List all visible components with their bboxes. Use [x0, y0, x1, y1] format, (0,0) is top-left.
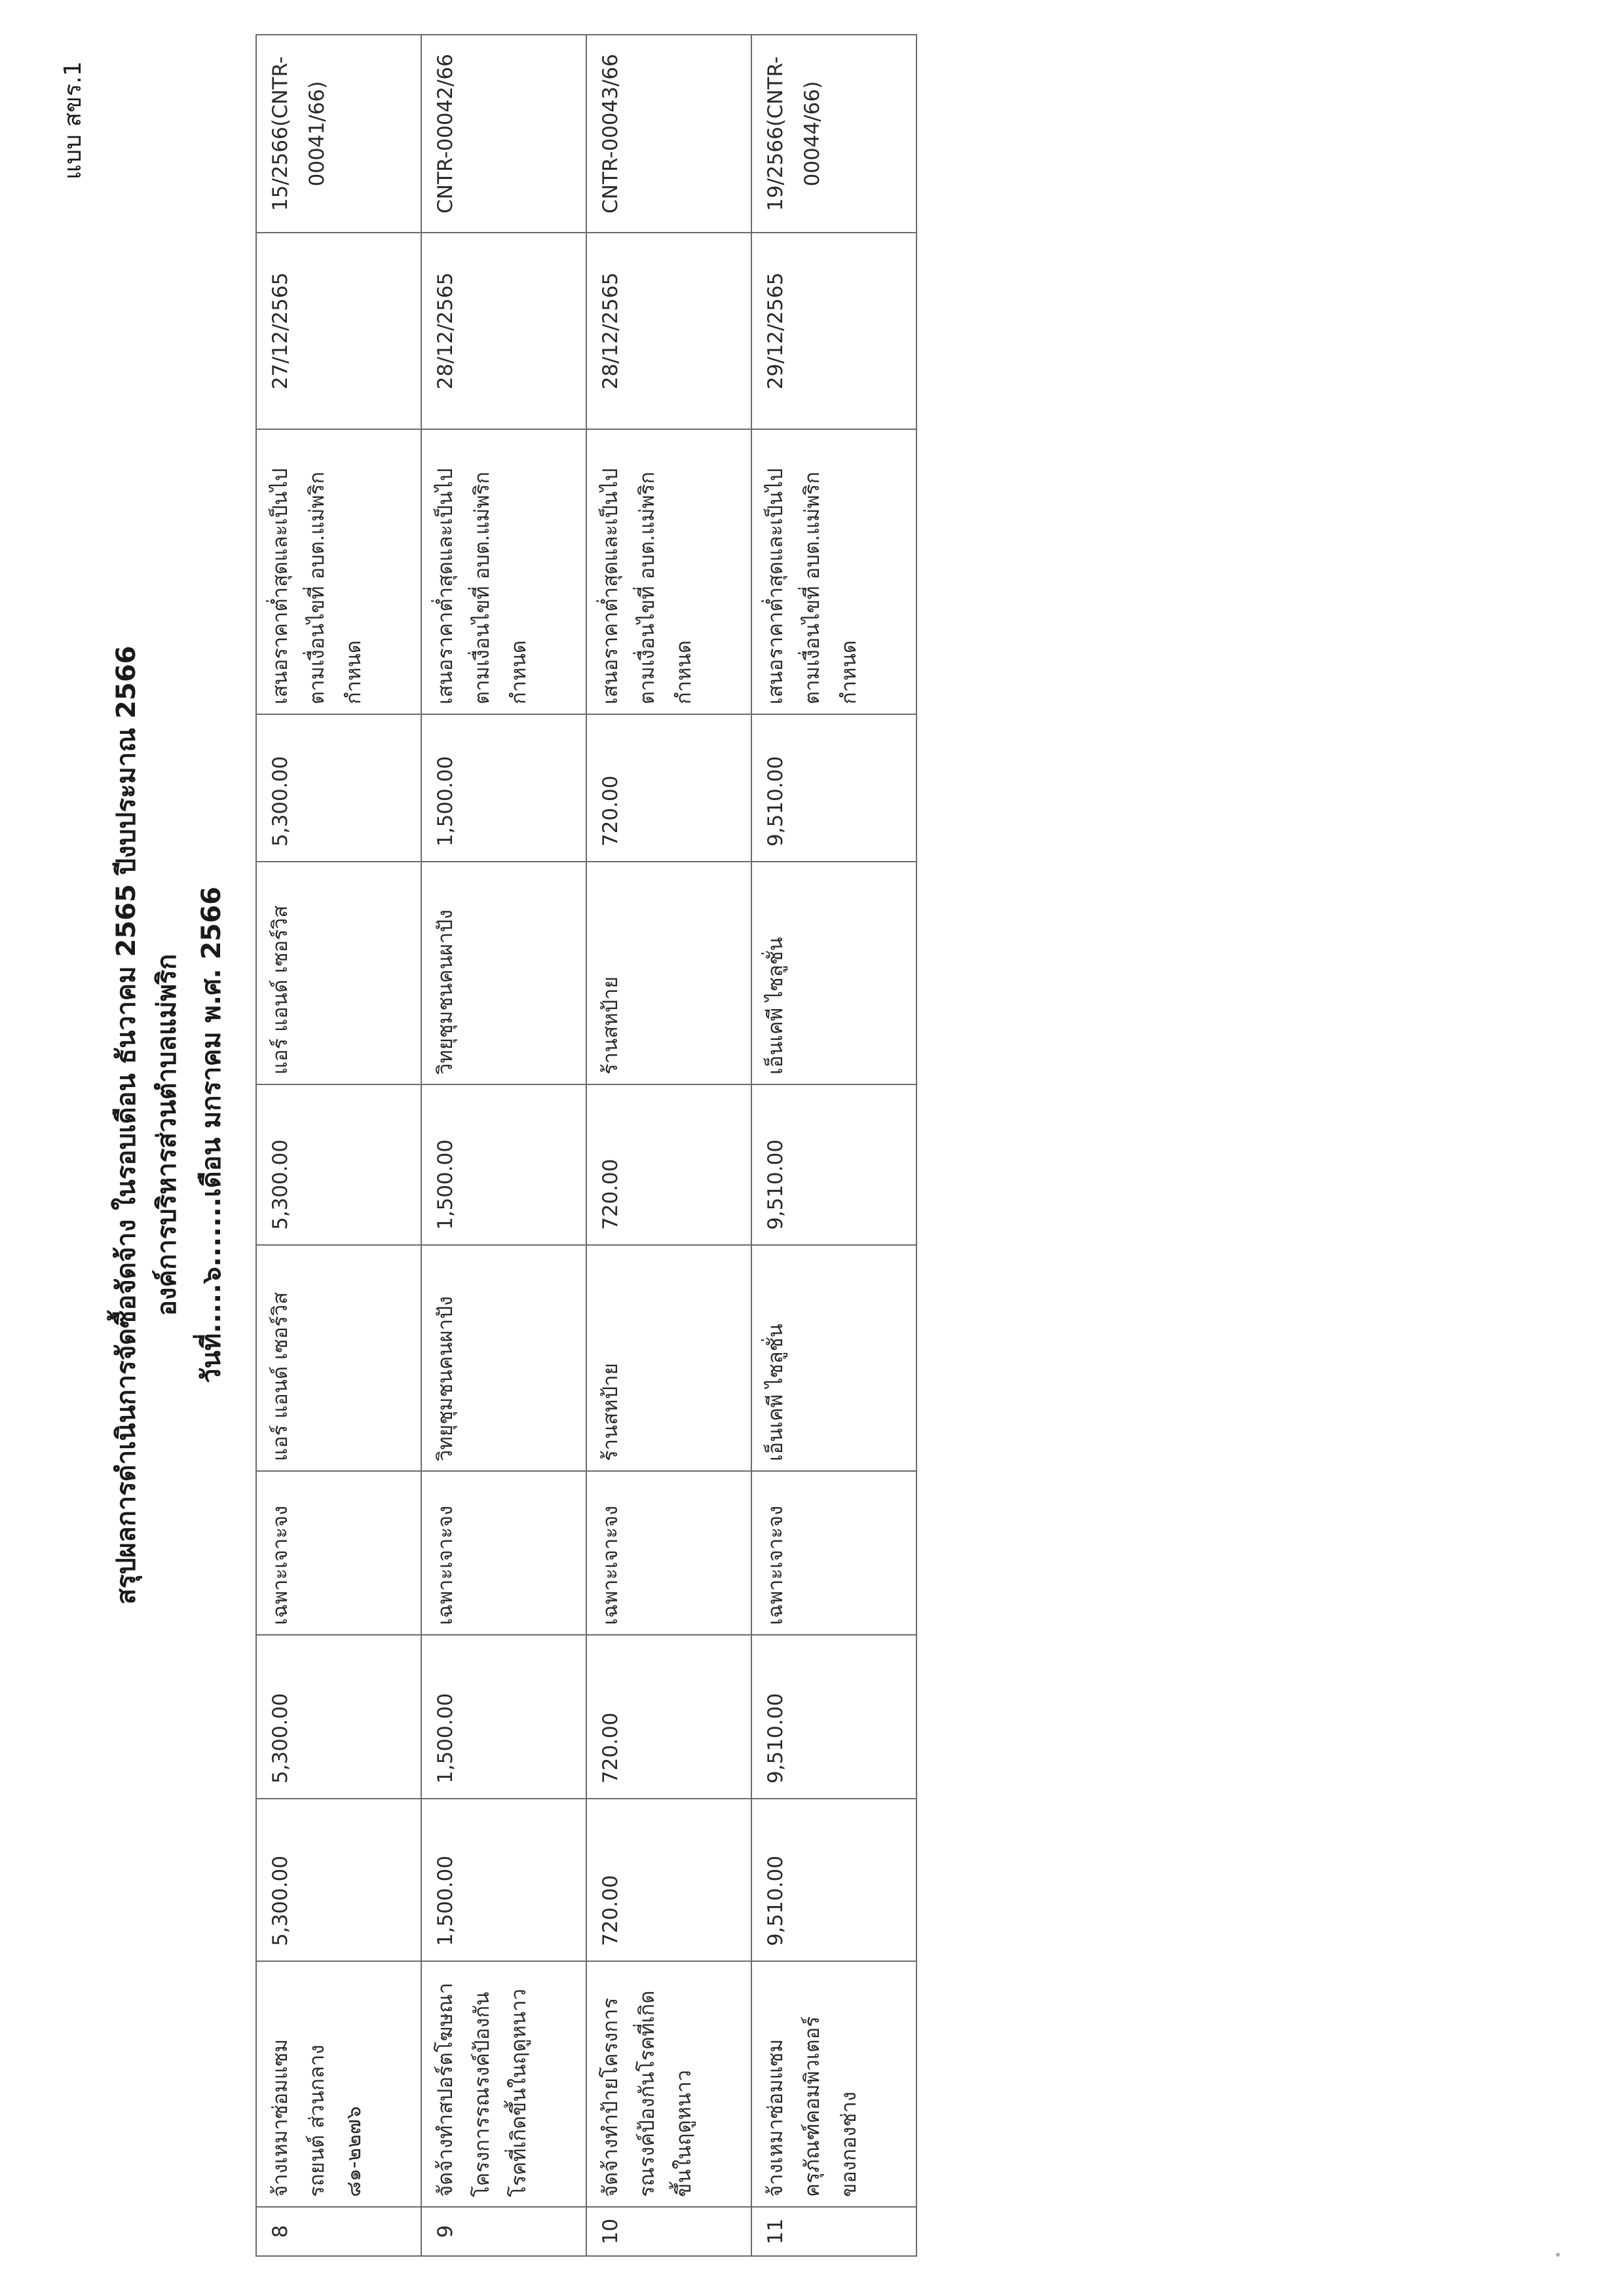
procurement-method: เฉพาะเจาะจง [751, 1471, 916, 1635]
scan-speck [1556, 2253, 1560, 2257]
bidder-name: วิทยุชุมชนคนผาปัง [421, 1245, 586, 1471]
win-price: 1,500.00 [421, 714, 586, 862]
win-price: 9,510.00 [751, 714, 916, 862]
procurement-item: จ้างเหมาซ่อมแซม รถยนต์ ส่วนกลาง ๘๑-๒๒๗๖ [256, 1961, 421, 2207]
contract-number: 19/2566(CNTR-00044/66) [751, 35, 916, 233]
bid-price: 1,500.00 [421, 1084, 586, 1245]
procurement-table [255, 34, 917, 2257]
procurement-item: จ้างเหมาซ่อมแซมครุภัณฑ์คอมพิวเตอร์ ของกองช่าง [751, 1961, 916, 2207]
report-date: วันที่.....๖.......เดือน มกราคม พ.ศ. 2566 [197, 887, 227, 1383]
procurement-item: จัดจ้างทำสปอร์ตโฆษณาโครงการรณรงค์ป้องกันโรคที่เกิดขึ้นในฤดูหนาว [421, 1961, 586, 2207]
bidder-name: ร้านสหป้าย [586, 1245, 751, 1471]
contract-number: CNTR-00043/66 [586, 35, 751, 233]
contract-date: 28/12/2565 [586, 233, 751, 429]
bid-price: 720.00 [586, 1084, 751, 1245]
table-row [421, 35, 586, 2256]
row-number: 8 [256, 2207, 421, 2256]
winner-name: วิทยุชุมชนคนผาปัง [421, 862, 586, 1084]
budget-amount: 720.00 [586, 1799, 751, 1961]
budget-amount: 5,300.00 [256, 1799, 421, 1961]
procurement-item: จัดจ้างทำป้ายโครงการรณรงค์ป้องกันโรคที่เกิดขึ้นในฤดูหนาว [586, 1961, 751, 2207]
table-row [586, 35, 751, 2256]
organization-name: องค์การบริหารส่วนตำบลแม่พริก [152, 953, 182, 1316]
row-number: 10 [586, 2207, 751, 2256]
table-row [256, 35, 421, 2256]
bidder-name: แอร์ แอนด์ เซอร์วิส [256, 1245, 421, 1471]
report-title: สรุปผลการดำเนินการจัดซื้อจัดจ้าง ในรอบเดือน ธันวาคม 2565 ปีงบประมาณ 2566 [111, 645, 142, 1605]
procurement-method: เฉพาะเจาะจง [586, 1471, 751, 1635]
contract-date: 29/12/2565 [751, 233, 916, 429]
row-number: 9 [421, 2207, 586, 2256]
win-price: 5,300.00 [256, 714, 421, 862]
bid-price: 5,300.00 [256, 1084, 421, 1245]
win-price: 720.00 [586, 714, 751, 862]
selection-reason: เสนอราคาต่ำสุดและเป็นไปตามเงื่อนไขที่ อบต.แม่พริกกำหนด [421, 429, 586, 714]
selection-reason: เสนอราคาต่ำสุดและเป็นไปตามเงื่อนไขที่ อบต.แม่พริกกำหนด [751, 429, 916, 714]
selection-reason: เสนอราคาต่ำสุดและเป็นไปตามเงื่อนไขที่ อบต.แม่พริกกำหนด [256, 429, 421, 714]
procurement-method: เฉพาะเจาะจง [256, 1471, 421, 1635]
contract-number: CNTR-00042/66 [421, 35, 586, 233]
winner-name: เอ็นเคพี ไซลูชั่น [751, 862, 916, 1084]
budget-amount: 9,510.00 [751, 1799, 916, 1961]
form-code: แบบ สขร.1 [60, 61, 86, 180]
bid-price: 9,510.00 [751, 1084, 916, 1245]
contract-number: 15/2566(CNTR-00041/66) [256, 35, 421, 233]
winner-name: ร้านสหป้าย [586, 862, 751, 1084]
median-price: 720.00 [586, 1635, 751, 1799]
table-row [751, 35, 916, 2256]
contract-date: 28/12/2565 [421, 233, 586, 429]
contract-date: 27/12/2565 [256, 233, 421, 429]
budget-amount: 1,500.00 [421, 1799, 586, 1961]
bidder-name: เอ็นเคพี ไซลูชั่น [751, 1245, 916, 1471]
winner-name: แอร์ แอนด์ เซอร์วิส [256, 862, 421, 1084]
median-price: 5,300.00 [256, 1635, 421, 1799]
median-price: 9,510.00 [751, 1635, 916, 1799]
row-number: 11 [751, 2207, 916, 2256]
procurement-method: เฉพาะเจาะจง [421, 1471, 586, 1635]
median-price: 1,500.00 [421, 1635, 586, 1799]
selection-reason: เสนอราคาต่ำสุดและเป็นไปตามเงื่อนไขที่ อบต.แม่พริกกำหนด [586, 429, 751, 714]
